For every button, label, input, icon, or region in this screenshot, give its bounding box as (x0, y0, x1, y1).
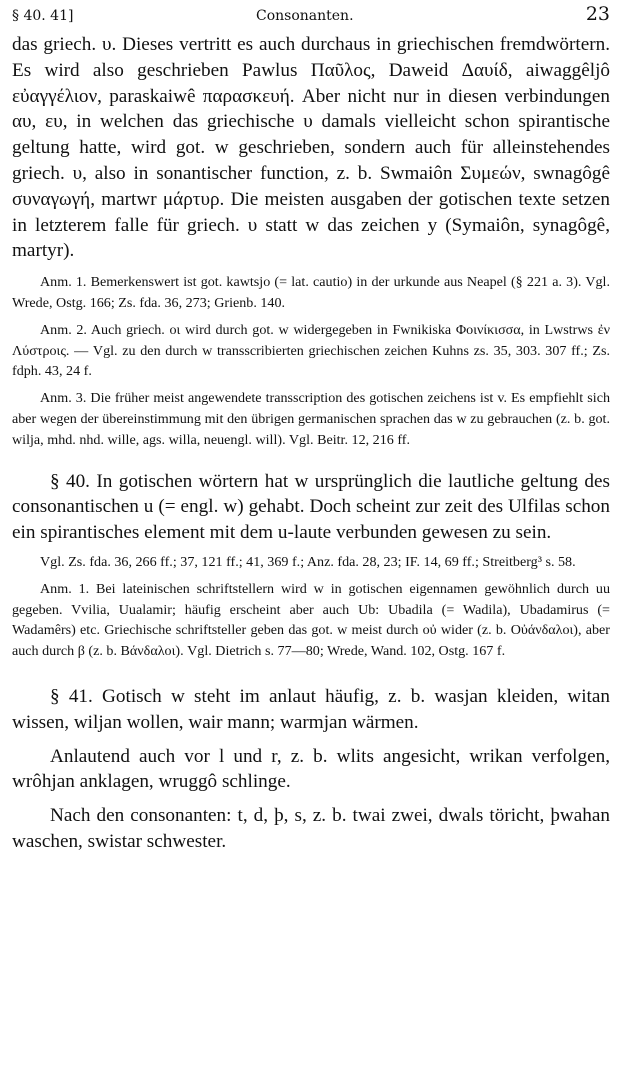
section-41-paragraph-2: Anlautend auch vor l und r, z. b. wlits angesicht, wrikan verfolgen, wrôhjan anklagen, wruggô schlinge. (12, 745, 610, 793)
section-40-paragraph: § 40. In gotischen wörtern hat w ursprünglich die lautliche geltung des consonantischen u (= engl. w) gehabt. Doch scheint zur zeit des Ulfilas schon ein spirantisches element mit dem u-laute verbunden gewesen zu sein. (12, 470, 610, 544)
note-3: Anm. 3. Die früher meist angewendete transscription des gotischen zeichens ist v. Es empfiehlt sich aber wegen der übereinstimmung mit den übrigen germanischen sprachen das w zu gebrauchen (z. b. got. wilja, mhd. nhd. wille, ags. willa, neuengl. will). Vgl. Beitr. 12, 216 ff. (12, 390, 610, 448)
section-40-references: Vgl. Zs. fda. 36, 266 ff.; 37, 121 ff.; 41, 369 f.; Anz. fda. 28, 23; IF. 14, 69 ff.; Streitberg³ s. 58. (40, 553, 576, 570)
section-41-paragraph-3: Nach den consonanten: t, d, þ, s, z. b. twai zwei, dwals töricht, þwahan waschen, swistar schwester. (12, 805, 610, 852)
page-number: 23 (585, 3, 610, 25)
note-1: Anm. 1. Bemerkenswert ist got. kawtsjo (= lat. cautio) in der urkunde aus Neapel (§ 221 a. 3). Vgl. Wrede, Ostg. 166; Zs. fda. 36, 273; Grienb. 140. (12, 274, 610, 311)
section-reference: § 40. 41] (12, 8, 74, 24)
intro-paragraph: das griech. υ. Dieses vertritt es auch durchaus in griechischen fremdwörtern. Es wird also geschrieben Pawlus Παῦλος, Daweid Δαυίδ, aiwaggêljô εὐαγγέλιον, paraskaiwê παρασκευή. Aber nicht nur in diesen verbindungen αυ, ευ, in welchen das griechische υ damals vielleicht schon spirantische geltung hatte, wird got. w geschrieben, sondern auch für alleinstehendes griech. υ, also in sonantischer function, z. b. Swmaiôn Συμεών, swnagôgê συναγωγή, martwr μάρτυρ. Die meisten ausgaben der gotischen texte setzen in letzterem falle für griech. υ statt w das zeichen y (Symaiôn, synagôgê, martyr). (12, 34, 610, 262)
section-41-paragraph: § 41. Gotisch w steht im anlaut häufig, z. b. wasjan kleiden, witan wissen, wiljan wollen, wair mann; warmjan wärmen. (12, 685, 610, 733)
chapter-title: Consonanten. (256, 8, 354, 24)
note-2: Anm. 2. Auch griech. οι wird durch got. w widergegeben in Fwnikiska Φοινίκισσα, in Lwstrws ἐν Λύστροις. — Vgl. zu den durch w transscribierten griechischen zeichen Kuhns zs. 35, 303. 307 ff.; Zs. fdph. 43, 24 f. (12, 321, 610, 380)
section-40-note-1: Anm. 1. Bei lateinischen schriftstellern wird w in gotischen eigennamen gewöhnlich durch uu gegeben. Vvilia, Uualamir; häufig erscheint aber auch Ub: Ubadila (= Wadila), Ubadamirus (= Wadamêrs) etc. Griechische schriftsteller geben das got. w meist durch οὐ wider (z. b. Οὐάνδαλοι), aber auch durch β (z. b. Βάνδαλοι). Vgl. Dietrich s. 77—80; Wrede, Wand. 102, Ostg. 167 f. (12, 580, 610, 660)
running-header (12, 2, 610, 32)
